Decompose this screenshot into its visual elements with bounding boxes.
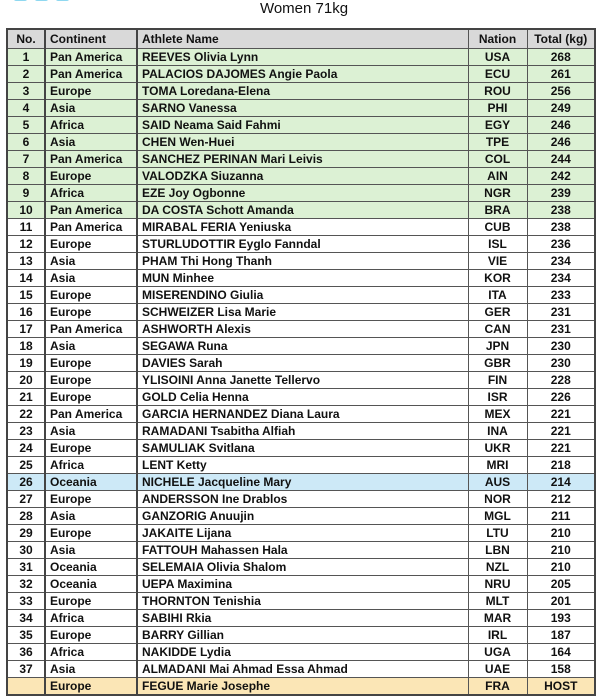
cell-total: 230 bbox=[527, 338, 595, 355]
cell-athlete-name: THORNTON Tenishia bbox=[137, 593, 468, 610]
table-row bbox=[7, 372, 595, 389]
cell-total: 234 bbox=[527, 253, 595, 270]
cell-nation: AIN bbox=[468, 168, 527, 185]
cell-athlete-name: SCHWEIZER Lisa Marie bbox=[137, 304, 468, 321]
cell-no: 29 bbox=[7, 525, 45, 542]
cell-nation: NRU bbox=[468, 576, 527, 593]
table-row bbox=[7, 610, 595, 627]
cell-athlete-name: MIRABAL FERIA Yeniuska bbox=[137, 219, 468, 236]
cell-nation: GER bbox=[468, 304, 527, 321]
header-no: No. bbox=[7, 29, 45, 49]
cell-no: 24 bbox=[7, 440, 45, 457]
table-row bbox=[7, 117, 595, 134]
cell-no: 36 bbox=[7, 644, 45, 661]
cell-continent: Oceania bbox=[45, 559, 137, 576]
cell-total: HOST bbox=[527, 678, 595, 696]
cell-total: 261 bbox=[527, 66, 595, 83]
cell-athlete-name: GOLD Celia Henna bbox=[137, 389, 468, 406]
cell-continent: Asia bbox=[45, 253, 137, 270]
cell-total: 211 bbox=[527, 508, 595, 525]
table-row bbox=[7, 66, 595, 83]
cell-athlete-name: SAID Neama Said Fahmi bbox=[137, 117, 468, 134]
cell-continent: Pan America bbox=[45, 219, 137, 236]
table-row bbox=[7, 576, 595, 593]
cell-total: 164 bbox=[527, 644, 595, 661]
cell-continent: Pan America bbox=[45, 202, 137, 219]
cell-athlete-name: NAKIDDE Lydia bbox=[137, 644, 468, 661]
cell-nation: FIN bbox=[468, 372, 527, 389]
cell-nation: AUS bbox=[468, 474, 527, 491]
cell-nation: LTU bbox=[468, 525, 527, 542]
cell-total: 210 bbox=[527, 525, 595, 542]
cell-total: 249 bbox=[527, 100, 595, 117]
cell-no: 8 bbox=[7, 168, 45, 185]
cell-continent: Pan America bbox=[45, 406, 137, 423]
cell-athlete-name: MUN Minhee bbox=[137, 270, 468, 287]
header-total: Total (kg) bbox=[527, 29, 595, 49]
table-row bbox=[7, 219, 595, 236]
cell-nation: UGA bbox=[468, 644, 527, 661]
cell-athlete-name: BARRY Gillian bbox=[137, 627, 468, 644]
cell-no: 27 bbox=[7, 491, 45, 508]
table-row bbox=[7, 525, 595, 542]
cell-no: 32 bbox=[7, 576, 45, 593]
cell-continent: Europe bbox=[45, 304, 137, 321]
header-athlete-name: Athlete Name bbox=[137, 29, 468, 49]
table-row bbox=[7, 474, 595, 491]
cell-athlete-name: PALACIOS DAJOMES Angie Paola bbox=[137, 66, 468, 83]
cell-total: 221 bbox=[527, 423, 595, 440]
cell-no: 1 bbox=[7, 49, 45, 66]
cell-athlete-name: GARCIA HERNANDEZ Diana Laura bbox=[137, 406, 468, 423]
cell-nation: MAR bbox=[468, 610, 527, 627]
cell-continent: Europe bbox=[45, 678, 137, 696]
cell-no: 12 bbox=[7, 236, 45, 253]
cell-athlete-name: MISERENDINO Giulia bbox=[137, 287, 468, 304]
cell-no: 20 bbox=[7, 372, 45, 389]
cell-total: 238 bbox=[527, 202, 595, 219]
table-row bbox=[7, 253, 595, 270]
cell-athlete-name: DAVIES Sarah bbox=[137, 355, 468, 372]
cell-total: 239 bbox=[527, 185, 595, 202]
table-row bbox=[7, 355, 595, 372]
cell-nation: UAE bbox=[468, 661, 527, 678]
cell-no: 4 bbox=[7, 100, 45, 117]
cell-nation: ITA bbox=[468, 287, 527, 304]
cell-athlete-name: SABIHI Rkia bbox=[137, 610, 468, 627]
cell-total: 158 bbox=[527, 661, 595, 678]
table-row bbox=[7, 270, 595, 287]
cell-nation: MEX bbox=[468, 406, 527, 423]
cell-continent: Europe bbox=[45, 593, 137, 610]
cell-no: 30 bbox=[7, 542, 45, 559]
cell-athlete-name: RAMADANI Tsabitha Alfiah bbox=[137, 423, 468, 440]
page-title: Women 71kg bbox=[259, 0, 349, 17]
cell-continent: Africa bbox=[45, 644, 137, 661]
cell-nation: NOR bbox=[468, 491, 527, 508]
cell-continent: Asia bbox=[45, 134, 137, 151]
cell-continent: Africa bbox=[45, 610, 137, 627]
cell-no: 11 bbox=[7, 219, 45, 236]
cell-total: 244 bbox=[527, 151, 595, 168]
cell-continent: Africa bbox=[45, 117, 137, 134]
table-row bbox=[7, 593, 595, 610]
cell-athlete-name: PHAM Thi Hong Thanh bbox=[137, 253, 468, 270]
cell-total: 231 bbox=[527, 304, 595, 321]
cell-no: 19 bbox=[7, 355, 45, 372]
cell-total: 256 bbox=[527, 83, 595, 100]
table-row bbox=[7, 236, 595, 253]
cell-no: 7 bbox=[7, 151, 45, 168]
cell-nation: ISL bbox=[468, 236, 527, 253]
cell-athlete-name: LENT Ketty bbox=[137, 457, 468, 474]
table-row bbox=[7, 406, 595, 423]
cell-no: 18 bbox=[7, 338, 45, 355]
cell-continent: Asia bbox=[45, 100, 137, 117]
cell-total: 246 bbox=[527, 117, 595, 134]
header-nation: Nation bbox=[468, 29, 527, 49]
cell-continent: Europe bbox=[45, 236, 137, 253]
cell-nation: ECU bbox=[468, 66, 527, 83]
cell-total: 193 bbox=[527, 610, 595, 627]
cell-no: 25 bbox=[7, 457, 45, 474]
cell-no: 28 bbox=[7, 508, 45, 525]
cell-athlete-name: SANCHEZ PERINAN Mari Leivis bbox=[137, 151, 468, 168]
cell-no: 9 bbox=[7, 185, 45, 202]
cell-no: 22 bbox=[7, 406, 45, 423]
cell-total: 187 bbox=[527, 627, 595, 644]
cell-nation: EGY bbox=[468, 117, 527, 134]
cell-nation: COL bbox=[468, 151, 527, 168]
cell-continent: Europe bbox=[45, 440, 137, 457]
cell-total: 231 bbox=[527, 321, 595, 338]
cell-no: 6 bbox=[7, 134, 45, 151]
cell-no: 14 bbox=[7, 270, 45, 287]
cell-total: 238 bbox=[527, 219, 595, 236]
header-row bbox=[7, 29, 595, 49]
cell-continent: Europe bbox=[45, 525, 137, 542]
table-row bbox=[7, 559, 595, 576]
cell-continent: Europe bbox=[45, 83, 137, 100]
cell-continent: Oceania bbox=[45, 474, 137, 491]
cell-nation: NZL bbox=[468, 559, 527, 576]
cell-athlete-name: REEVES Olivia Lynn bbox=[137, 49, 468, 66]
table-row bbox=[7, 678, 595, 696]
cell-continent: Pan America bbox=[45, 151, 137, 168]
cell-athlete-name: SARNO Vanessa bbox=[137, 100, 468, 117]
cell-total: 246 bbox=[527, 134, 595, 151]
cell-continent: Asia bbox=[45, 661, 137, 678]
cell-athlete-name: SEGAWA Runa bbox=[137, 338, 468, 355]
cell-no: 3 bbox=[7, 83, 45, 100]
rankings-table bbox=[6, 28, 596, 696]
table-row bbox=[7, 134, 595, 151]
cell-continent: Asia bbox=[45, 508, 137, 525]
cell-no: 37 bbox=[7, 661, 45, 678]
table-row bbox=[7, 287, 595, 304]
cell-total: 236 bbox=[527, 236, 595, 253]
cell-nation: GBR bbox=[468, 355, 527, 372]
cell-nation: BRA bbox=[468, 202, 527, 219]
cell-no: 31 bbox=[7, 559, 45, 576]
cell-athlete-name: SELEMAIA Olivia Shalom bbox=[137, 559, 468, 576]
table-row bbox=[7, 440, 595, 457]
cell-continent: Asia bbox=[45, 423, 137, 440]
table-row bbox=[7, 491, 595, 508]
table-row bbox=[7, 83, 595, 100]
cell-total: 214 bbox=[527, 474, 595, 491]
cell-continent: Asia bbox=[45, 338, 137, 355]
table-row bbox=[7, 49, 595, 66]
cell-no: 21 bbox=[7, 389, 45, 406]
cell-athlete-name: ALMADANI Mai Ahmad Essa Ahmad bbox=[137, 661, 468, 678]
cell-nation: CAN bbox=[468, 321, 527, 338]
table-row bbox=[7, 151, 595, 168]
cell-total: 226 bbox=[527, 389, 595, 406]
cell-nation: INA bbox=[468, 423, 527, 440]
cell-nation: MLT bbox=[468, 593, 527, 610]
cell-nation: NGR bbox=[468, 185, 527, 202]
cell-athlete-name: FATTOUH Mahassen Hala bbox=[137, 542, 468, 559]
cell-athlete-name: SAMULIAK Svitlana bbox=[137, 440, 468, 457]
cell-no: 10 bbox=[7, 202, 45, 219]
cell-continent: Europe bbox=[45, 627, 137, 644]
header-continent: Continent bbox=[45, 29, 137, 49]
cell-continent: Europe bbox=[45, 355, 137, 372]
cell-nation: KOR bbox=[468, 270, 527, 287]
cell-athlete-name: STURLUDOTTIR Eyglo Fanndal bbox=[137, 236, 468, 253]
cell-continent: Europe bbox=[45, 287, 137, 304]
cell-nation: MGL bbox=[468, 508, 527, 525]
cell-athlete-name: VALODZKA Siuzanna bbox=[137, 168, 468, 185]
cell-nation: LBN bbox=[468, 542, 527, 559]
cell-continent: Europe bbox=[45, 491, 137, 508]
table-row bbox=[7, 100, 595, 117]
cell-athlete-name: UEPA Maximina bbox=[137, 576, 468, 593]
cell-no: 5 bbox=[7, 117, 45, 134]
cell-total: 234 bbox=[527, 270, 595, 287]
cell-continent: Asia bbox=[45, 270, 137, 287]
cell-nation: ROU bbox=[468, 83, 527, 100]
cell-total: 218 bbox=[527, 457, 595, 474]
table-row bbox=[7, 168, 595, 185]
cell-continent: Pan America bbox=[45, 66, 137, 83]
cell-total: 221 bbox=[527, 440, 595, 457]
cell-athlete-name: NICHELE Jacqueline Mary bbox=[137, 474, 468, 491]
cell-no: 33 bbox=[7, 593, 45, 610]
cell-athlete-name: CHEN Wen-Huei bbox=[137, 134, 468, 151]
cell-athlete-name: GANZORIG Anuujin bbox=[137, 508, 468, 525]
cell-nation: USA bbox=[468, 49, 527, 66]
cell-total: 268 bbox=[527, 49, 595, 66]
cell-athlete-name: TOMA Loredana-Elena bbox=[137, 83, 468, 100]
cell-athlete-name: EZE Joy Ogbonne bbox=[137, 185, 468, 202]
table-row bbox=[7, 457, 595, 474]
table-row bbox=[7, 508, 595, 525]
cell-total: 242 bbox=[527, 168, 595, 185]
cell-total: 201 bbox=[527, 593, 595, 610]
table-row bbox=[7, 304, 595, 321]
cell-nation: CUB bbox=[468, 219, 527, 236]
cell-continent: Asia bbox=[45, 542, 137, 559]
cell-no: 26 bbox=[7, 474, 45, 491]
table-row bbox=[7, 423, 595, 440]
cell-athlete-name: ASHWORTH Alexis bbox=[137, 321, 468, 338]
cell-total: 228 bbox=[527, 372, 595, 389]
cell-no: 15 bbox=[7, 287, 45, 304]
table-row bbox=[7, 661, 595, 678]
cell-athlete-name: YLISOINI Anna Janette Tellervo bbox=[137, 372, 468, 389]
cell-nation: TPE bbox=[468, 134, 527, 151]
cell-total: 210 bbox=[527, 542, 595, 559]
cell-continent: Europe bbox=[45, 372, 137, 389]
cell-total: 230 bbox=[527, 355, 595, 372]
cell-no: 16 bbox=[7, 304, 45, 321]
cell-continent: Europe bbox=[45, 389, 137, 406]
cell-nation: VIE bbox=[468, 253, 527, 270]
table-row bbox=[7, 644, 595, 661]
cell-athlete-name: JAKAITE Lijana bbox=[137, 525, 468, 542]
cell-nation: FRA bbox=[468, 678, 527, 696]
table-row bbox=[7, 321, 595, 338]
cell-athlete-name: ANDERSSON Ine Drablos bbox=[137, 491, 468, 508]
cell-no: 23 bbox=[7, 423, 45, 440]
table-row bbox=[7, 627, 595, 644]
cell-continent: Pan America bbox=[45, 49, 137, 66]
cell-no: 2 bbox=[7, 66, 45, 83]
cell-no: 13 bbox=[7, 253, 45, 270]
cell-nation: PHI bbox=[468, 100, 527, 117]
cell-no bbox=[7, 678, 45, 696]
cell-total: 212 bbox=[527, 491, 595, 508]
table-row bbox=[7, 338, 595, 355]
cell-no: 34 bbox=[7, 610, 45, 627]
cell-athlete-name: FEGUE Marie Josephe bbox=[137, 678, 468, 696]
cell-total: 205 bbox=[527, 576, 595, 593]
cell-total: 210 bbox=[527, 559, 595, 576]
table-row bbox=[7, 542, 595, 559]
cell-nation: UKR bbox=[468, 440, 527, 457]
cell-nation: JPN bbox=[468, 338, 527, 355]
cell-continent: Africa bbox=[45, 457, 137, 474]
cell-continent: Pan America bbox=[45, 321, 137, 338]
cell-nation: IRL bbox=[468, 627, 527, 644]
cell-continent: Oceania bbox=[45, 576, 137, 593]
cell-continent: Africa bbox=[45, 185, 137, 202]
cell-total: 233 bbox=[527, 287, 595, 304]
cell-no: 35 bbox=[7, 627, 45, 644]
table-row bbox=[7, 185, 595, 202]
table-row bbox=[7, 389, 595, 406]
cell-continent: Europe bbox=[45, 168, 137, 185]
cell-nation: MRI bbox=[468, 457, 527, 474]
cell-total: 221 bbox=[527, 406, 595, 423]
cell-nation: ISR bbox=[468, 389, 527, 406]
cell-athlete-name: DA COSTA Schott Amanda bbox=[137, 202, 468, 219]
table-row bbox=[7, 202, 595, 219]
cell-no: 17 bbox=[7, 321, 45, 338]
